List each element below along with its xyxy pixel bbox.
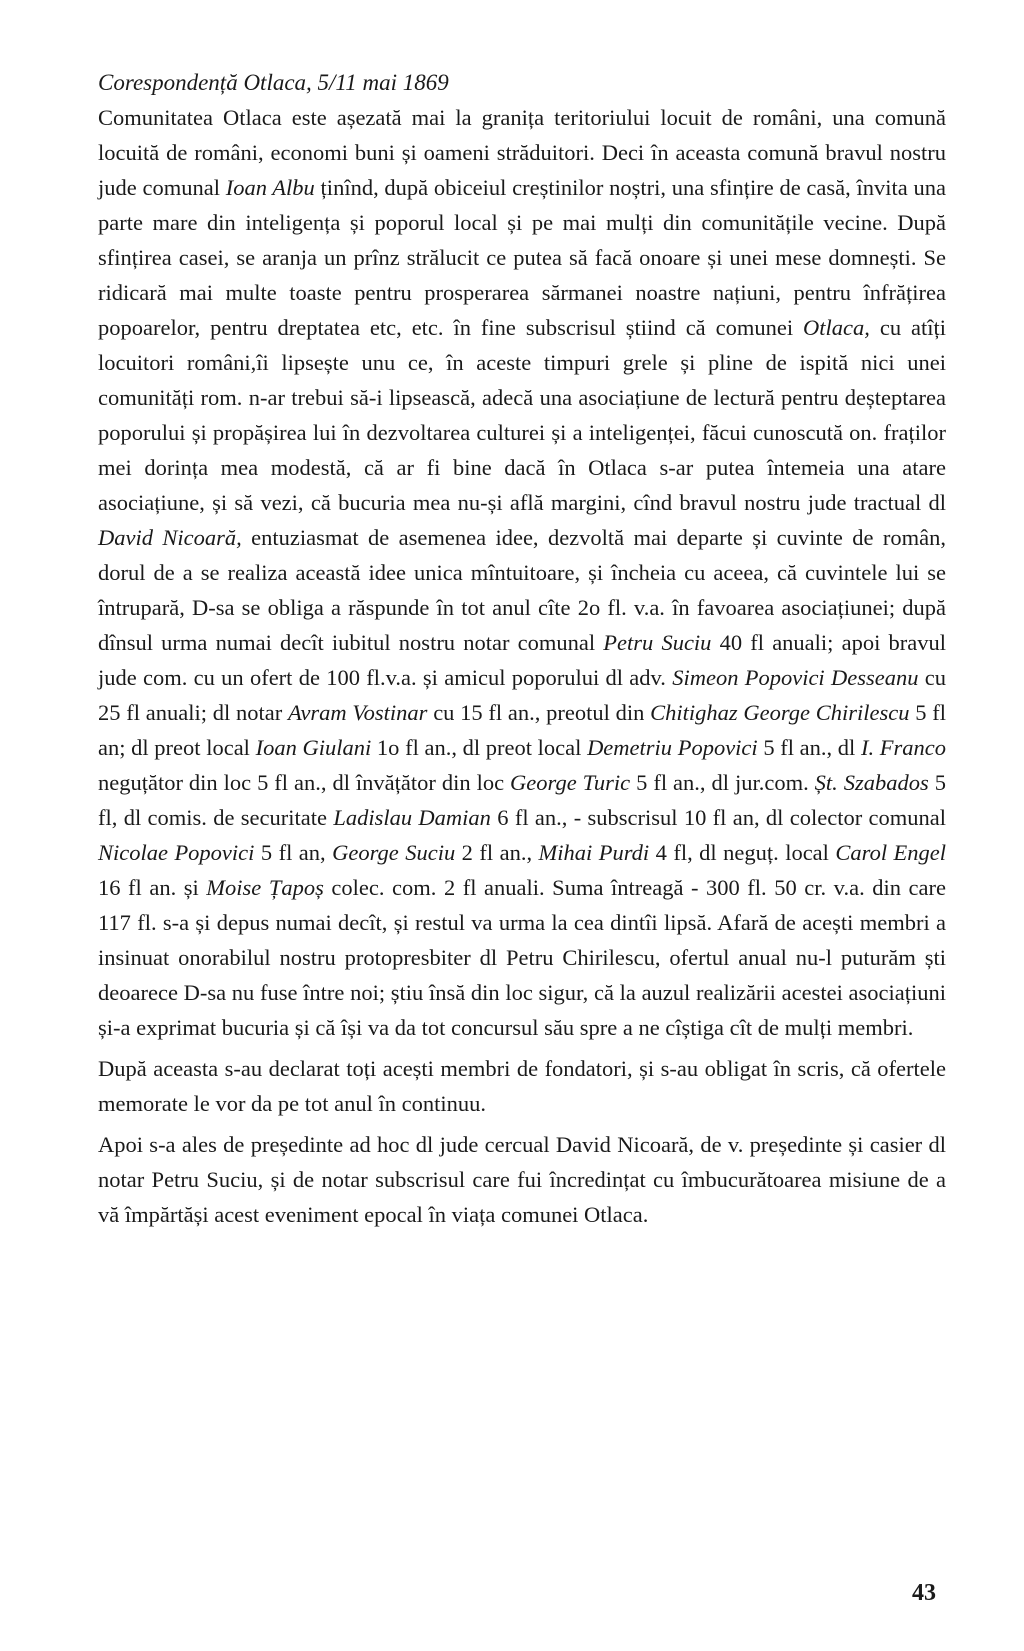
italic-name-run: Carol Engel <box>835 840 947 865</box>
text-run: colec. com. 2 fl anuali. Suma întreagă - 300 fl. 50 cr. v.a. din care 117 fl. s-a și depus numai decît, și restul va urma la cea dintîi lipsă. Afară de acești membri a insinuat onorabilul nostru protopresbiter dl Petru Chirilescu, ofertul anual nu-l puturăm ști deoarece D-sa nu fuse între noi; știu însă din loc sigur, că la auzul realizării acestei asociațiuni și-a exprimat bucuria și că își va da tot concursul său spre a ne cîștiga cît de mulți membri. <box>98 875 946 1040</box>
text-run: 40 fl anuali; apoi bravul jude com. cu un ofert de 100 fl.v.a. și amicul poporului dl adv. <box>98 630 946 690</box>
text-run: După aceasta s-au declarat toți acești membri de fondatori, și s-au obligat în scris, că ofertele memorate le vor da pe tot anul în continuu. <box>98 1056 946 1116</box>
text-run: 5 fl an; dl preot local <box>98 700 947 760</box>
italic-name-run: Ioan Giulani <box>255 735 372 760</box>
paragraph-1 <box>98 100 946 1045</box>
document-page <box>98 66 946 1238</box>
text-run: Comunitatea Otlaca este așezată mai la granița teritoriului locuit de români, una comună locuită de români, economi buni și oameni străduitori. Deci în aceasta comună bravul nostru jude comunal <box>98 105 946 200</box>
italic-name-run: David Nicoară, <box>98 525 242 550</box>
italic-name-run: I. Franco <box>860 735 946 760</box>
italic-name-run: Otlaca, <box>803 315 870 340</box>
italic-name-run: Simeon Popovici Desseanu <box>672 665 919 690</box>
text-run: ținînd, după obiceiul creștinilor noștri, una sfințire de casă, învita una parte mare din inteligența și poporul local și pe mai mulți din comunitățile vecine. După sfințirea casei, se aranja un prînz strălucit ce putea să facă onoare și unei mese domnești. Se ridicară mai multe toaste pentru prosperarea sărmanei noastre națiuni, pentru înfrățirea popoarelor, pentru dreptatea etc, etc. în fine subscrisul știind că comunei <box>98 175 946 340</box>
text-run: entuziasmat de asemenea idee, dezvoltă mai departe și cuvinte de român, dorul de a se realiza această idee unica mîntuitoare, și încheia cu aceea, că cuvintele lui se întrupară, D-sa se obliga a răspunde în tot anul cîte 2o fl. v.a. în favoarea asociațiunei; după dînsul urma numai decît iubitul nostru notar comunal <box>98 525 946 655</box>
text-run: 16 fl an. și <box>98 875 207 900</box>
text-run: 6 fl an., - subscrisul 10 fl an, dl colector comunal <box>490 805 947 830</box>
article-heading: Corespondență Otlaca, 5/11 mai 1869 <box>98 70 449 95</box>
italic-name-run: Mihai Purdi <box>538 840 650 865</box>
text-run: cu atîți locuitori români,îi lipsește unu ce, în aceste timpuri grele și pline de ispită nici unei comunități rom. n-ar trebui să-i lipsească, adecă una asociațiune de lectură pentru deșteptarea poporului și propășirea lui în dezvoltarea culturei și a inteligenței, făcui cunoscută on. fraților mei dorința mea modestă, că ar fi bine dacă în Otlaca s-ar putea întemeia una atare asociațiune, și să vezi, că bucuria mea nu-și află margini, cînd bravul nostru jude tractual dl <box>98 315 947 515</box>
text-run: cu 25 fl anuali; dl notar <box>98 665 946 725</box>
italic-name-run: George Suciu <box>332 840 456 865</box>
italic-name-run: George Turic <box>510 770 631 795</box>
text-run: 1o fl an., dl preot local <box>371 735 588 760</box>
italic-name-run: Petru Suciu <box>603 630 712 655</box>
italic-name-run: Demetriu Popovici <box>587 735 758 760</box>
text-run: neguțător din loc 5 fl an., dl învățător din loc <box>98 770 511 795</box>
text-run: 5 fl, dl comis. de securitate <box>98 770 946 830</box>
text-run: Apoi s-a ales de președinte ad hoc dl jude cercual David Nicoară, de v. președinte și casier dl notar Petru Suciu, și de notar subscrisul care fui încredințat cu îmbucurătoarea misiune de a vă împărtăși acest eveniment epocal în viața comunei Otlaca. <box>98 1132 946 1227</box>
text-run: 2 fl an., <box>455 840 539 865</box>
text-run: 5 fl an., dl jur.com. <box>630 770 815 795</box>
italic-name-run: Chitighaz George Chirilescu <box>650 700 910 725</box>
italic-name-run: Moise Țapoș <box>206 875 324 900</box>
paragraph-3 <box>98 1127 946 1232</box>
paragraph-2 <box>98 1051 946 1121</box>
italic-name-run: Ladislau Damian <box>333 805 491 830</box>
text-run: cu 15 fl an., preotul din <box>427 700 651 725</box>
italic-name-run: Ioan Albu <box>225 175 315 200</box>
italic-name-run: Nicolae Popovici <box>98 840 255 865</box>
italic-name-run: Șt. Szabados <box>814 770 929 795</box>
text-run: 5 fl an., dl <box>757 735 861 760</box>
page-number: 43 <box>912 1580 936 1606</box>
italic-name-run: Avram Vostinar <box>287 700 428 725</box>
text-run: 4 fl, dl neguț. local <box>649 840 836 865</box>
text-run: 5 fl an, <box>254 840 333 865</box>
